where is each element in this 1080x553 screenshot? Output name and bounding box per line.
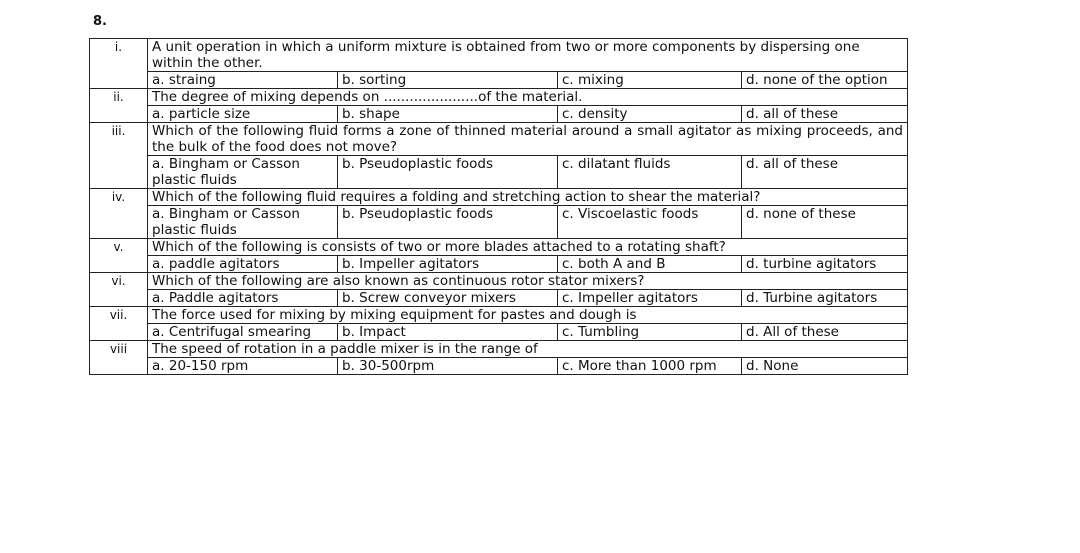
question-text: The degree of mixing depends on ......................of the material. [148,89,908,106]
option-d: d. none of the option [742,72,908,89]
options-row [90,156,908,189]
question-row [90,189,908,206]
options-row [90,72,908,89]
question-text: A unit operation in which a uniform mixture is obtained from two or more components by dispersing one within the other. [148,39,908,72]
question-number: iii. [90,123,148,189]
question-number: v. [90,239,148,273]
option-d: d. None [742,358,908,375]
option-b: b. Pseudoplastic foods [338,206,558,239]
option-d: d. turbine agitators [742,256,908,273]
option-a: a. Bingham or Casson plastic fluids [148,206,338,239]
option-a: a. straing [148,72,338,89]
option-d: d. all of these [742,106,908,123]
option-a: a. Paddle agitators [148,290,338,307]
option-d: d. none of these [742,206,908,239]
option-c: c. density [558,106,742,123]
option-b: b. sorting [338,72,558,89]
question-row [90,89,908,106]
option-d: d. all of these [742,156,908,189]
option-b: b. shape [338,106,558,123]
option-c: c. More than 1000 rpm [558,358,742,375]
question-row [90,307,908,324]
option-b: b. Impeller agitators [338,256,558,273]
option-c: c. dilatant fluids [558,156,742,189]
question-row [90,123,908,156]
question-number: vii. [90,307,148,341]
question-text: The speed of rotation in a paddle mixer is in the range of [148,341,908,358]
option-c: c. Impeller agitators [558,290,742,307]
option-a: a. paddle agitators [148,256,338,273]
question-text: Which of the following are also known as continuous rotor stator mixers? [148,273,908,290]
question-text: Which of the following is consists of two or more blades attached to a rotating shaft? [148,239,908,256]
option-b: b. Pseudoplastic foods [338,156,558,189]
option-c: c. Tumbling [558,324,742,341]
option-d: d. Turbine agitators [742,290,908,307]
option-c: c. Viscoelastic foods [558,206,742,239]
options-row [90,206,908,239]
question-text: Which of the following fluid forms a zone of thinned material around a small agitator as mixing proceeds, and the bulk of the food does not move? [148,123,908,156]
options-row [90,324,908,341]
option-c: c. mixing [558,72,742,89]
option-a: a. Bingham or Casson plastic fluids [148,156,338,189]
options-row [90,106,908,123]
question-number: ii. [90,89,148,123]
question-text: Which of the following fluid requires a folding and stretching action to shear the material? [148,189,908,206]
option-b: b. 30-500rpm [338,358,558,375]
option-b: b. Screw conveyor mixers [338,290,558,307]
options-row [90,290,908,307]
option-a: a. particle size [148,106,338,123]
option-b: b. Impact [338,324,558,341]
question-row [90,39,908,72]
mcq-table [89,38,908,375]
options-row [90,256,908,273]
question-number: i. [90,39,148,89]
option-a: a. Centrifugal smearing [148,324,338,341]
question-number: viii [90,341,148,375]
question-text: The force used for mixing by mixing equipment for pastes and dough is [148,307,908,324]
question-number: iv. [90,189,148,239]
options-row [90,358,908,375]
question-row [90,273,908,290]
question-number: vi. [90,273,148,307]
question-row [90,239,908,256]
option-c: c. both A and B [558,256,742,273]
question-number-heading: 8. [93,14,107,29]
option-d: d. All of these [742,324,908,341]
option-a: a. 20-150 rpm [148,358,338,375]
question-row [90,341,908,358]
